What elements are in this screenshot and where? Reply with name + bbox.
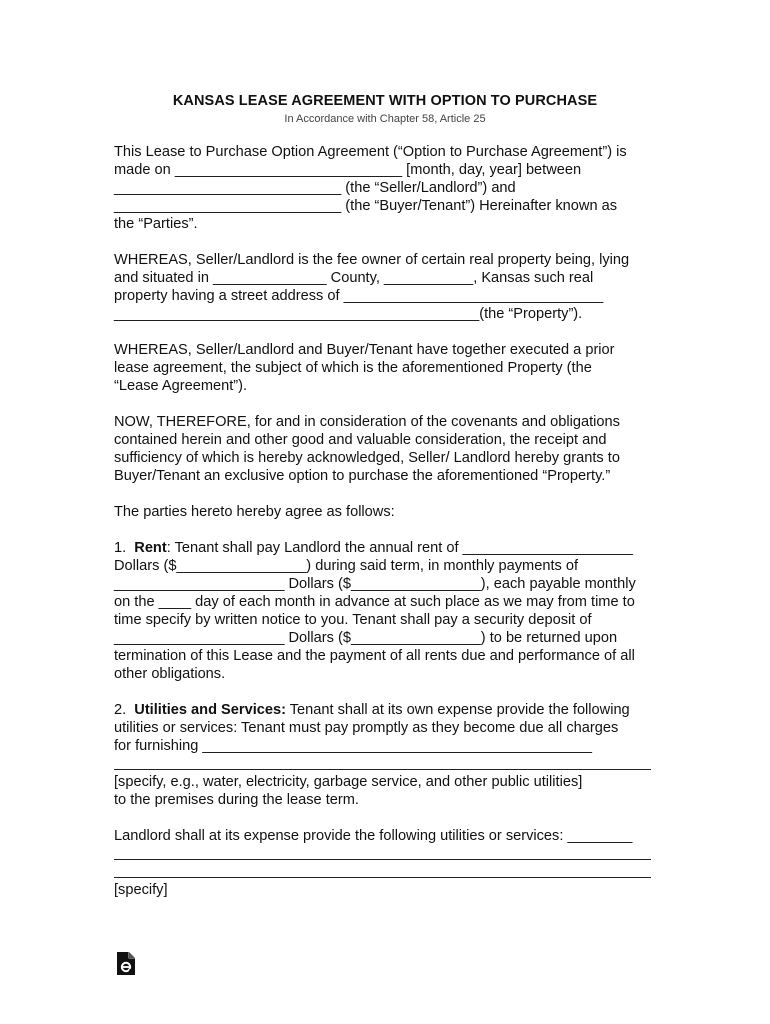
- text-line: “Lease Agreement”).: [114, 378, 248, 394]
- text-fragment: Tenant shall at its own expense provide the following: [285, 702, 630, 718]
- text-line: other obligations.: [114, 666, 226, 682]
- blank-underline: [114, 755, 659, 773]
- text-line: time specify by written notice to you. Tenant shall pay a security deposit of: [114, 612, 592, 628]
- text-line: _____________________ Dollars ($________________) to be returned upon: [114, 630, 618, 646]
- text-line: contained herein and other good and valuable consideration, the receipt and: [114, 432, 607, 448]
- document-subtitle: In Accordance with Chapter 58, Article 25: [284, 113, 486, 125]
- text-line: the “Parties”.: [114, 216, 198, 232]
- blank-underline: [114, 863, 659, 881]
- section-number: 1.: [114, 540, 135, 556]
- now-therefore-paragraph: [114, 413, 659, 485]
- text-line: and situated in ______________ County, ___________, Kansas such real: [114, 270, 594, 286]
- text-line: Dollars ($________________) during said term, in monthly payments of: [114, 558, 579, 574]
- landlord-utilities-paragraph: [114, 827, 659, 899]
- text-line: This Lease to Purchase Option Agreement (“Option to Purchase Agreement”) is: [114, 144, 627, 160]
- document-body: [114, 143, 659, 899]
- text-line: ____________________________ (the “Seller/Landlord”) and: [114, 180, 516, 196]
- text-line: termination of this Lease and the payment of all rents due and performance of all: [114, 648, 635, 664]
- utilities-section: [114, 701, 659, 809]
- text-line: [specify]: [114, 882, 168, 898]
- eforms-logo-icon: [116, 951, 136, 976]
- text-line: WHEREAS, Seller/Landlord and Buyer/Tenant have together executed a prior: [114, 342, 615, 358]
- rent-section: [114, 539, 659, 683]
- text-fragment: : Tenant shall pay Landlord the annual rent of _____________________: [166, 540, 634, 556]
- intro-paragraph: [114, 143, 659, 233]
- text-line: property having a street address of ________________________________: [114, 288, 604, 304]
- document-title: KANSAS LEASE AGREEMENT WITH OPTION TO PURCHASE: [172, 93, 598, 109]
- rent-heading: Rent: [134, 540, 167, 556]
- text-line: NOW, THEREFORE, for and in consideration of the covenants and obligations: [114, 414, 620, 430]
- section-number: 2.: [114, 702, 135, 718]
- text-line: Landlord shall at its expense provide the following utilities or services: ________: [114, 828, 633, 844]
- text-line: to the premises during the lease term.: [114, 792, 359, 808]
- rent-heading-line: [114, 539, 659, 557]
- text-line: _____________________ Dollars ($________________), each payable monthly: [114, 576, 636, 592]
- text-line: [specify, e.g., water, electricity, garbage service, and other public utilities]: [114, 774, 583, 790]
- text-line: ____________________________ (the “Buyer/Tenant”) Hereinafter known as: [114, 198, 618, 214]
- whereas-lease-paragraph: [114, 341, 659, 395]
- agree-statement: The parties hereto hereby agree as follows:: [114, 504, 395, 520]
- whereas-property-paragraph: [114, 251, 659, 323]
- text-line: _____________________________________________(the “Property”).: [114, 306, 583, 322]
- text-line: made on ____________________________ [month, day, year] between: [114, 162, 582, 178]
- utilities-heading-line: [114, 701, 659, 719]
- text-line: sufficiency of which is hereby acknowledged, Seller/ Landlord hereby grants to: [114, 450, 620, 466]
- text-line: on the ____ day of each month in advance at such place as we may from time to: [114, 594, 635, 610]
- utilities-heading: Utilities and Services:: [134, 702, 286, 718]
- text-line: lease agreement, the subject of which is the aforementioned Property (the: [114, 360, 592, 376]
- text-line: for furnishing ________________________________________________: [114, 738, 593, 754]
- text-line: Buyer/Tenant an exclusive option to purchase the aforementioned “Property.”: [114, 468, 611, 484]
- text-line: WHEREAS, Seller/Landlord is the fee owner of certain real property being, lying: [114, 252, 630, 268]
- blank-underline: [114, 845, 659, 863]
- text-line: utilities or services: Tenant must pay promptly as they become due all charges: [114, 720, 619, 736]
